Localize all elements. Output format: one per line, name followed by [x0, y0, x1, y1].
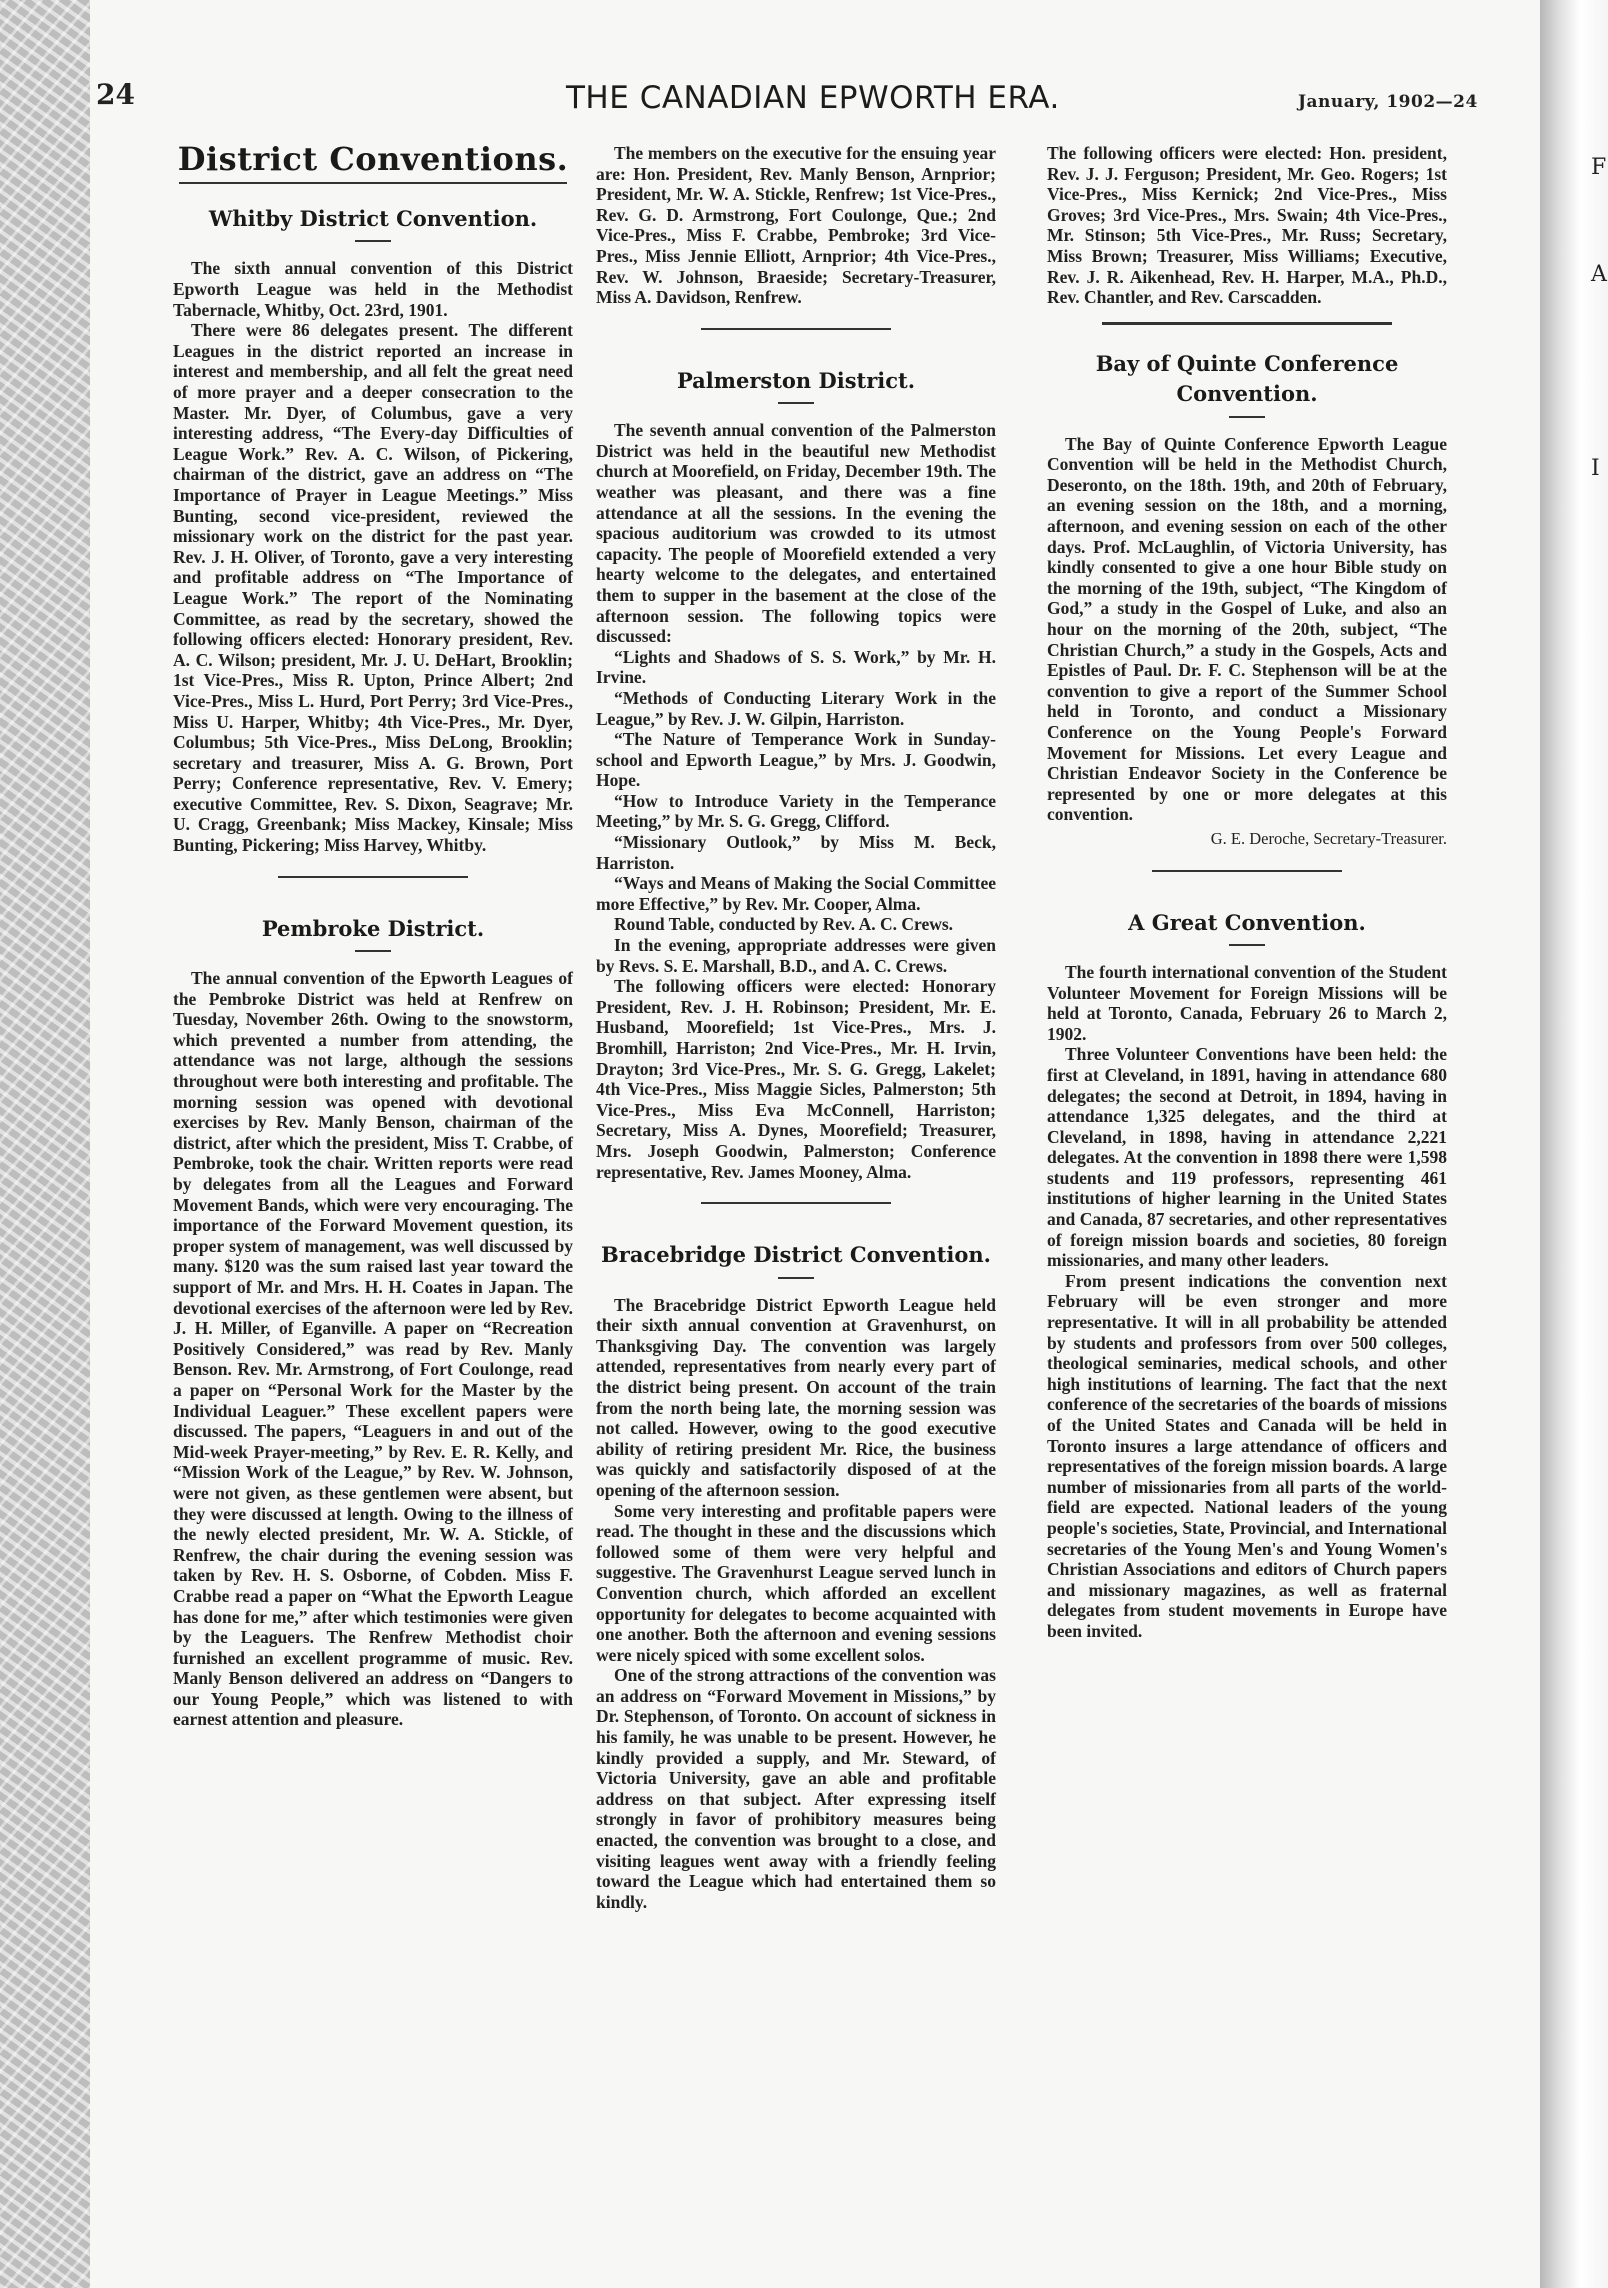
paragraph: In the evening, appropriate addresses were given by Revs. S. E. Marshall, B.D., and A. C. Crews.	[596, 935, 996, 976]
article-title: Palmerston District.	[676, 367, 916, 393]
article-title: A Great Convention.	[1128, 909, 1366, 935]
journal-title: THE CANADIAN EPWORTH ERA.	[566, 80, 1060, 116]
section-rule	[179, 182, 567, 184]
paragraph: The members on the executive for the ensuing year are: Hon. President, Rev. Manly Benson, Arnprior; President, Mr. W. A. Stickle, Renfrew; 1st Vice-Pres., Rev. G. D. Armstrong, Fort Coulonge, Que.; 2nd Vice-Pres., Miss F. Crabbe, Pembroke; 3rd Vice-Pres., Miss Jennie Elliott, Arnprior; 4th Vice-Pres., Rev. W. Johnson, Braeside; Secretary-Treasurer, Miss A. Davidson, Renfrew.	[596, 143, 996, 308]
title-dash	[355, 240, 391, 242]
paragraph: “How to Introduce Variety in the Temperance Meeting,” by Mr. S. G. Gregg, Clifford.	[596, 790, 996, 832]
page-edge-background	[0, 0, 92, 2288]
paragraph: The sixth annual convention of this District Epworth League was held in the Methodist Tabernacle, Whitby, Oct. 23rd, 1901.	[173, 258, 573, 320]
right-margin-letter: F	[1591, 155, 1607, 180]
paragraph: The annual convention of the Epworth Leagues of the Pembroke District was held at Renfrew on Tuesday, November 26th. Owing to the snowstorm, which prevented a number from attending, the attendance was not large, although the sessions throughout were both interesting and profitable. The morning session was opened with devotional exercises by Rev. Manly Benson, chairman of the district, after which the president, Miss T. Crabbe, of Pembroke, took the chair. Written reports were read by delegates from all the Leagues and Forward Movement Bands, which were very encouraging. The importance of the Forward Movement question, its proper system of management, was well discussed by many. $120 was the sum raised last year toward the support of Mr. and Mrs. H. H. Coates in Japan. The devotional exercises of the afternoon were led by Rev. J. H. Miller, of Eganville. A paper on “Recreation Positively Considered,” was read by Rev. Manly Benson. Rev. Mr. Armstrong, of Fort Coulonge, read a paper on “Personal Work for the Master by the Individual Leaguer.” These excellent papers were discussed. The papers, “Leaguers in and out of the Mid-week Prayer-meeting,” by Rev. E. R. Kelly, and “Mission Work of the League,” by Rev. W. Johnson, were not given, as these gentlemen were absent, but they were discussed at length. Owing to the illness of the newly elected president, Mr. W. A. Stickle, of Renfrew, the chair during the evening session was taken by Rev. H. S. Osborne, of Cobden. Miss F. Crabbe read a paper on “What the Epworth League has done for me,” after which testimonies were given by the Leaguers. The Renfrew Methodist choir furnished an excellent programme of music. Rev. Manly Benson delivered an address on “Dangers to our Young People,” which was listened to with earnest attention and pleasure.	[173, 968, 573, 1730]
issue-date: January, 1902—24	[1298, 92, 1478, 112]
right-margin-letter: I	[1591, 456, 1600, 481]
column-2	[596, 143, 996, 1912]
article-separator	[1152, 870, 1342, 872]
paragraph: Some very interesting and profitable papers were read. The thought in these and the discussions which followed some of them were very helpful and suggestive. The Gravenhurst League served lunch in Convention church, which afforded an excellent opportunity for delegates to become acquainted with one another. Both the afternoon and evening sessions were nicely spiced with some excellent solos.	[596, 1500, 996, 1665]
article-separator	[1102, 322, 1392, 325]
paragraph: The seventh annual convention of the Palmerston District was held in the beautiful new Methodist church at Moorefield, on Friday, December 19th. The weather was pleasant, and there was a fine attendance at all the sessions. In the evening the spacious auditorium was crowded to its utmost capacity. The people of Moorefield extended a very hearty welcome to the delegates, and entertained them to supper in the basement at the close of the afternoon session. The following topics were discussed:	[596, 420, 996, 647]
article-title: Bay of Quinte Conference Convention.	[1095, 350, 1399, 407]
article-title: Pembroke District.	[261, 915, 485, 941]
binding-shadow	[1540, 0, 1608, 2288]
article-title: Whitby District Convention.	[208, 206, 538, 231]
paragraph: The Bay of Quinte Conference Epworth League Convention will be held in the Methodist Church, Deseronto, on the 18th. 19th, and 20th of February, an evening session on the 18th, and a morning, afternoon, and evening session on each of the other days. Prof. McLaughlin, of Victoria University, has kindly consented to give a one hour Bible study on the morning of the 19th, subject, “The Kingdom of God,” a study in the Gospel of Luke, and also an hour on the morning of the 20th, subject, “The Christian Church,” a study in the Gospels, Acts and Epistles of Paul. Dr. F. C. Stephenson will be at the convention to give a report of the Summer School held in Toronto, and conduct a Missionary Conference on the Young People's Forward Movement for Missions. Let every League and Christian Endeavor Society in the Conference be represented by one or more delegates at this convention.	[1047, 433, 1447, 825]
paragraph: “Missionary Outlook,” by Miss M. Beck, Harriston.	[596, 832, 996, 873]
paragraph: “The Nature of Temperance Work in Sunday-school and Epworth League,” by Mrs. J. Goodwin, Hope.	[596, 729, 996, 791]
paragraph: “Methods of Conducting Literary Work in the League,” by Rev. J. W. Gilpin, Harriston.	[596, 687, 996, 729]
paragraph: Three Volunteer Conventions have been held: the first at Cleveland, in 1891, having in attendance 680 delegates; the second at Detroit, in 1894, having in attendance 1,325 delegates, and the third at Cleveland, in 1898, having in attendance 2,221 delegates. At the convention in 1898 there were 1,598 students and 119 professors, representing 461 institutions of higher learning in the United States and Canada, 87 secretaries, and other representatives of foreign mission boards and societies, 80 foreign missionaries, and many other leaders.	[1047, 1044, 1447, 1271]
article-separator	[701, 1202, 891, 1204]
title-dash	[778, 1277, 814, 1279]
page-number: 24	[96, 78, 135, 111]
article-separator	[701, 328, 891, 330]
paragraph: “Lights and Shadows of S. S. Work,” by Mr. H. Irvine.	[596, 646, 996, 688]
paragraph: Round Table, conducted by Rev. A. C. Crews.	[614, 914, 954, 935]
paragraph: There were 86 delegates present. The different Leagues in the district reported an increase in interest and membership, and all felt the great need of more prayer and a deeper consecration to the Master. Mr. Dyer, of Columbus, gave a very interesting address, “The Every-day Difficulties of League Work.” Rev. A. C. Wilson, of Pickering, chairman of the district, gave an address on “The Importance of Prayer in League Meetings.” Miss Bunting, second vice-president, reviewed the missionary work on the district for the past year. Rev. J. H. Oliver, of Toronto, gave a very interesting and profitable address on “The Importance of League Work.” The report of the Nominating Committee, as read by the secretary, showed the following officers elected: Honorary president, Rev. A. C. Wilson; president, Mr. J. U. DeHart, Brooklin; 1st Vice-Pres., Miss R. Upton, Prince Albert; 2nd Vice-Pres., Miss L. Hurd, Port Perry; 3rd Vice-Pres., Miss U. Harper, Whitby; 4th Vice-Pres., Mr. Dyer, Columbus; 5th Vice-Pres., Miss DeLong, Brooklin; secretary and treasurer, Miss A. G. Brown, Port Perry; Conference representative, Rev. V. Emery; executive Committee, Rev. S. Dixon, Seagrave; Mr. U. Cragg, Greenbank; Miss Mackey, Kinsale; Miss Bunting, Pickering; Miss Harvey, Whitby.	[173, 320, 573, 856]
paragraph: The Bracebridge District Epworth League held their sixth annual convention at Gravenhurst, on Thanksgiving Day. The convention was largely attended, representatives from nearly every part of the district being present. On account of the train from the north being late, the morning session was not called. However, owing to the good executive ability of retiring president Mr. Rice, the business was quickly and satisfactorily disposed of at the opening of the afternoon session.	[596, 1294, 996, 1500]
paragraph: The following officers were elected: Honorary President, Rev. J. H. Robinson; President, Mr. E. Husband, Moorefield; 1st Vice-Pres., Mrs. J. Bromhill, Harriston; 2nd Vice-Pres., Mr. H. Irvin, Drayton; 3rd Vice-Pres., Mr. S. G. Gregg, Lakelet; 4th Vice-Pres., Miss Maggie Sicles, Palmerston; 5th Vice-Pres., Miss Eva McConnell, Harriston; Secretary, Miss A. Dynes, Moorefield; Treasurer, Mrs. Joseph Goodwin, Palmerston; Conference representative, Rev. James Mooney, Alma.	[596, 976, 996, 1182]
column-3	[1047, 143, 1447, 1642]
column-1	[173, 140, 573, 1730]
article-separator	[278, 876, 468, 878]
title-dash	[1229, 944, 1265, 946]
paragraph: From present indications the convention next February will be even stronger and more representative. It will in all probability be attended by students and professors from over 500 colleges, theological seminaries, medical schools, and other high institutions of learning. The fact that the next conference of the secretaries of the boards of missions of the United States and Canada will be held in Toronto insures a large attendance of officers and representatives of the foreign mission boards. A large number of missionaries from all parts of the world-field are expected. National leaders of the young people's societies, State, Provincial, and International secretaries of the Young Men's and Young Women's Christian Associations and editors of Church papers and missionary magazines, as well as fraternal delegates from student movements in Europe have been invited.	[1047, 1270, 1447, 1641]
paragraph: The following officers were elected: Hon. president, Rev. J. J. Ferguson; President, Mr. Geo. Rogers; 1st Vice-Pres., Miss Kernick; 2nd Vice-Pres., Miss Groves; 3rd Vice-Pres., Mrs. Swain; 4th Vice-Pres., Mr. Stinson; 5th Vice-Pres., Mr. Russ; Secretary, Miss Brown; Treasurer, Miss Williams; Executive, Rev. J. R. Aikenhead, Rev. H. Harper, M.A., Ph.D., Rev. Chantler, and Rev. Carscadden.	[1047, 143, 1447, 308]
section-title: District Conventions.	[177, 140, 569, 178]
paragraph: One of the strong attractions of the convention was an address on “Forward Movement in Missions,” by Dr. Stephenson, of Toronto. On account of sickness in his family, he was unable to be present. However, he kindly provided a supply, and Mr. Steward, of Victoria University, gave an able and profitable address on that subject. After expressing itself strongly in favor of prohibitory measures being enacted, the convention was brought to a close, and visiting leagues went away with a friendly feeling toward the League which had entertained them so kindly.	[596, 1665, 996, 1912]
right-margin-letter: A	[1591, 262, 1607, 287]
article-title: Bracebridge District Convention.	[601, 1242, 991, 1268]
paragraph: The fourth international convention of the Student Volunteer Movement for Foreign Missions will be held at Toronto, Canada, February 26 to March 2, 1902.	[1047, 961, 1447, 1044]
title-dash	[778, 402, 814, 404]
signature: G. E. Deroche, Secretary-Treasurer.	[1210, 828, 1447, 848]
paragraph: “Ways and Means of Making the Social Committee more Effective,” by Rev. Mr. Cooper, Alma.	[596, 873, 996, 914]
title-dash	[355, 950, 391, 952]
title-dash	[1229, 416, 1265, 418]
